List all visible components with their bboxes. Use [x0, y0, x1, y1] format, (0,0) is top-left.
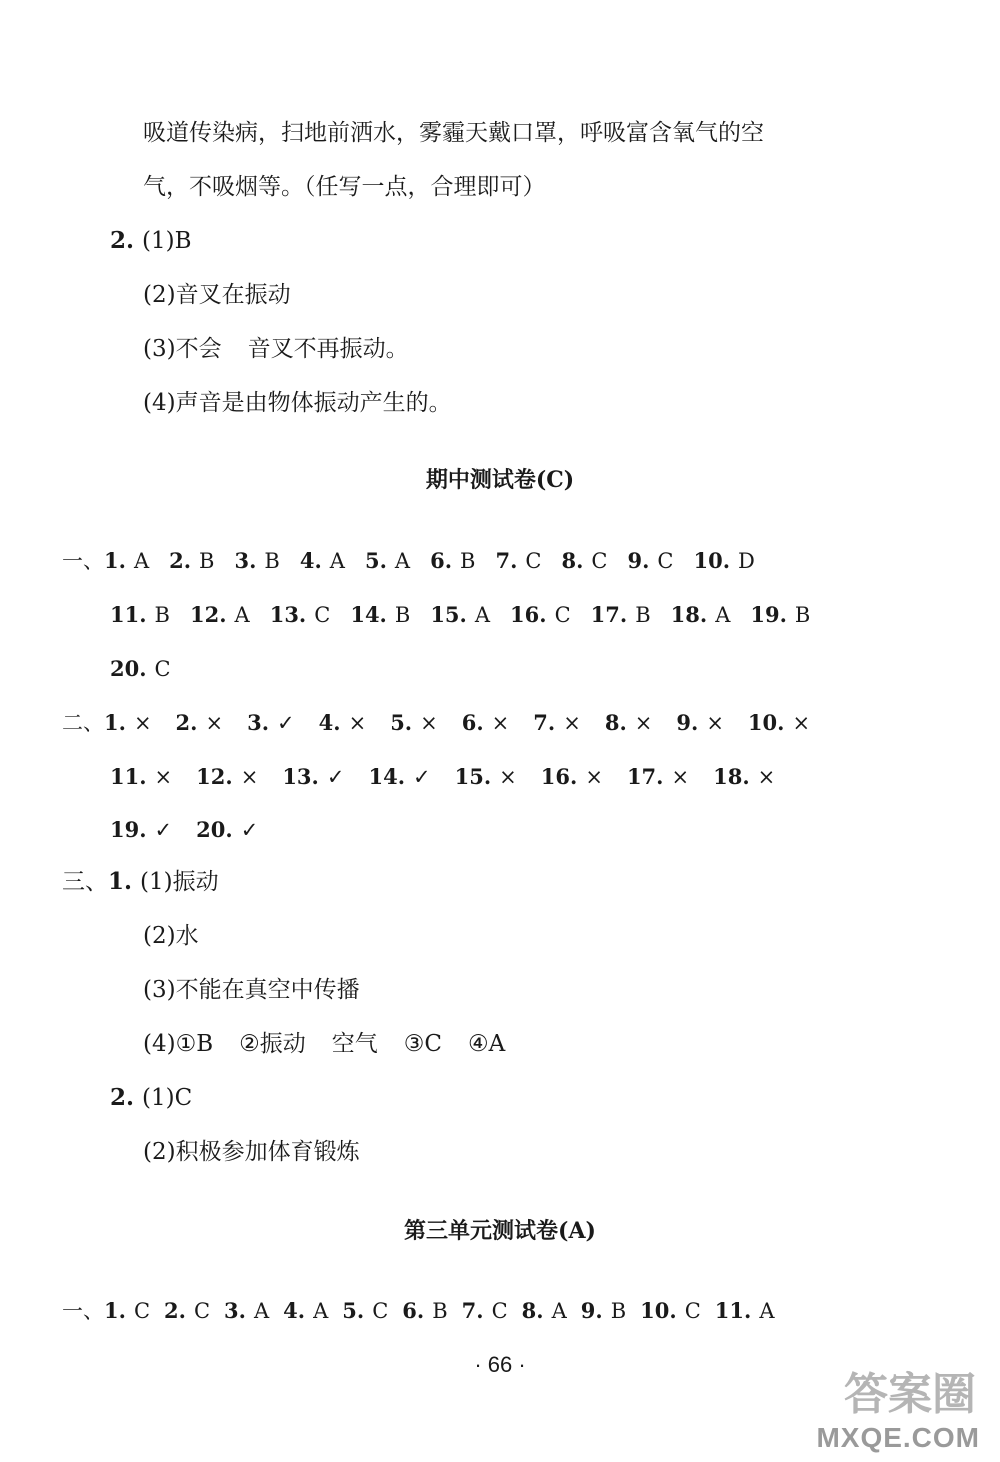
- answer-choice: ×: [563, 711, 581, 735]
- answer-item: [750, 600, 810, 630]
- answer-choice: A: [133, 549, 150, 573]
- answer-item: [430, 546, 475, 576]
- answer-choice: B: [460, 549, 476, 573]
- question-number: 20.: [196, 817, 233, 842]
- part-label: 一、: [62, 1299, 104, 1323]
- answer-row: [110, 654, 191, 684]
- answer-text: ④A: [467, 1031, 506, 1057]
- answer-item: [640, 1296, 701, 1326]
- answer-choice: C: [154, 657, 171, 681]
- question-number: 17.: [626, 764, 664, 789]
- question-number: 5.: [390, 710, 413, 735]
- answer-choice: A: [474, 603, 491, 627]
- answer-choice: ×: [792, 711, 811, 735]
- answer-item: [748, 708, 810, 738]
- question-number: 14.: [368, 764, 406, 789]
- answer-choice: ×: [420, 711, 438, 735]
- answer-choice: C: [133, 1299, 151, 1323]
- answer-text: (3)不会: [143, 336, 222, 362]
- answer-item: [510, 600, 571, 630]
- question-number: 12.: [196, 764, 233, 789]
- question-number: 1.: [108, 868, 133, 895]
- answer-choice: C: [684, 1299, 701, 1323]
- answer-row: [110, 600, 830, 630]
- question-number: 3.: [247, 710, 270, 735]
- answer-choice: ×: [706, 711, 724, 735]
- question-number: 2.: [175, 710, 198, 735]
- answer-choice: C: [591, 549, 608, 573]
- answer-choice: C: [372, 1299, 389, 1323]
- answer-row: [110, 815, 282, 845]
- answer-choice: A: [759, 1299, 775, 1323]
- question-number: 1.: [104, 710, 126, 735]
- answer-item: [627, 762, 689, 792]
- question-number: 9.: [676, 710, 699, 735]
- answer-choice: B: [635, 603, 651, 627]
- answer-choice: C: [491, 1299, 508, 1323]
- answer-choice: C: [554, 603, 571, 627]
- answer-choice: ×: [499, 765, 517, 789]
- question-number: 5.: [364, 548, 387, 573]
- answer-line: 吸道传染病，扫地前洒水，雾霾天戴口罩，呼吸富含氧气的空: [143, 120, 764, 146]
- answer-choice: B: [154, 603, 170, 627]
- answer-choice: A: [551, 1299, 567, 1323]
- question-number: 3.: [224, 1298, 246, 1323]
- answer-item: [591, 600, 651, 630]
- answer-choice: ✓: [326, 765, 345, 789]
- answer-line: (2)积极参加体育锻炼: [143, 1139, 360, 1165]
- question-number: 10.: [640, 1298, 677, 1323]
- answer-choice: ×: [133, 711, 152, 735]
- question-number: 6.: [461, 710, 484, 735]
- answer-item: [581, 1296, 626, 1326]
- question-number: 8.: [521, 1298, 544, 1323]
- answer-item: [110, 654, 171, 684]
- answer-item: [234, 546, 279, 576]
- question-number: 20.: [110, 656, 147, 681]
- answer-item: [104, 546, 149, 576]
- answer-text: (4)①B: [143, 1031, 214, 1057]
- question-number: 7.: [533, 710, 556, 735]
- answer-line: (2)水: [143, 923, 199, 949]
- answer-items: [104, 1299, 788, 1323]
- question-number: 9.: [580, 1298, 603, 1323]
- answer-item: [110, 815, 172, 845]
- answer-text: 音叉不再振动。: [247, 336, 409, 362]
- answer-choice: A: [329, 549, 345, 573]
- answer-item: [522, 1296, 567, 1326]
- answer-text: (1)C: [142, 1085, 193, 1111]
- answer-item: [104, 1296, 150, 1326]
- question-number: 7.: [461, 1298, 484, 1323]
- question-number: 18.: [670, 602, 708, 627]
- answer-text: (1)振动: [140, 869, 219, 895]
- question-number: 19.: [110, 817, 147, 842]
- answer-item: [270, 600, 331, 630]
- question-number: 12.: [189, 602, 227, 627]
- part-label: 一、: [62, 549, 104, 573]
- question-number: 4.: [299, 548, 322, 573]
- question-number: 9.: [627, 548, 650, 573]
- answer-line: [143, 334, 409, 364]
- answer-item: [169, 546, 214, 576]
- question-number: 10.: [693, 548, 731, 573]
- answer-item: [283, 1296, 328, 1326]
- answer-choice: ×: [585, 765, 603, 789]
- question-number: 2.: [169, 548, 192, 573]
- answer-item: [390, 708, 438, 738]
- question-number: 4.: [318, 710, 341, 735]
- answer-item: [541, 762, 603, 792]
- question-number: 15.: [430, 602, 467, 627]
- answer-row: [110, 762, 799, 792]
- question-number: 2.: [164, 1298, 186, 1323]
- answer-choice: B: [394, 603, 411, 627]
- watermark-logo: 答案圈: [844, 1369, 976, 1420]
- answer-item: [462, 1296, 508, 1326]
- question-2: [110, 226, 192, 256]
- answer-choice: ×: [154, 765, 173, 789]
- answer-item: [350, 600, 410, 630]
- answer-choice: D: [738, 549, 755, 573]
- answer-item: [462, 708, 510, 738]
- answer-item: [694, 546, 755, 576]
- answer-item: [190, 600, 250, 630]
- question-number: 11.: [110, 602, 147, 627]
- answer-choice: ✓: [413, 765, 431, 789]
- question-number: 16.: [540, 764, 578, 789]
- answer-item: [402, 1296, 447, 1326]
- answer-item: [561, 546, 607, 576]
- answer-choice: A: [234, 603, 250, 627]
- answer-items: [104, 711, 834, 735]
- answer-line: (4)声音是由物体振动产生的。: [143, 390, 452, 416]
- question-number: 6.: [402, 1298, 425, 1323]
- answer-item: [196, 815, 258, 845]
- answer-choice: C: [193, 1299, 211, 1323]
- answer-item: [715, 1296, 775, 1326]
- answer-item: [110, 762, 172, 792]
- answer-choice: ✓: [154, 818, 173, 842]
- part-label: 二、: [62, 711, 104, 735]
- question-number: 11.: [714, 1298, 752, 1323]
- answer-item: [164, 1296, 210, 1326]
- part-label: 三、: [62, 869, 108, 895]
- answer-item: [196, 762, 258, 792]
- answer-choice: ✓: [277, 711, 295, 735]
- answer-item: [605, 708, 653, 738]
- answer-item: [365, 546, 410, 576]
- answer-item: [224, 1296, 269, 1326]
- question-number: 1.: [104, 1298, 126, 1323]
- answer-item: [247, 708, 295, 738]
- answer-line: (2)音叉在振动: [143, 282, 291, 308]
- question-number: 13.: [282, 764, 319, 789]
- answer-item: [430, 600, 490, 630]
- question-number: 3.: [234, 548, 257, 573]
- answer-item: [455, 762, 517, 792]
- answer-row: [62, 1296, 788, 1326]
- answer-choice: A: [394, 549, 411, 573]
- answer-line: 气，不吸烟等。（任写一点，合理即可）: [143, 174, 546, 200]
- answer-item: [368, 762, 430, 792]
- answer-item: [110, 600, 170, 630]
- answer-row: [62, 708, 834, 738]
- answer-item: [282, 762, 344, 792]
- answer-choice: B: [199, 549, 215, 573]
- question-number: 14.: [350, 602, 387, 627]
- answer-text: ②振动: [239, 1031, 306, 1057]
- answer-choice: C: [525, 549, 542, 573]
- answer-choice: ✓: [240, 818, 259, 842]
- answer-text: (1)B: [142, 228, 192, 254]
- answer-choice: ×: [240, 765, 259, 789]
- question-number: 2.: [110, 1084, 135, 1111]
- answer-choice: B: [610, 1299, 627, 1323]
- answer-choice: ×: [348, 711, 367, 735]
- answer-item: [533, 708, 581, 738]
- answer-item: [627, 546, 673, 576]
- question-2: [110, 1083, 192, 1113]
- question-number: 8.: [604, 710, 627, 735]
- answer-choice: ×: [491, 711, 510, 735]
- answer-choice: ×: [634, 711, 653, 735]
- answer-item: [671, 600, 731, 630]
- answer-choice: A: [253, 1299, 270, 1323]
- section-title: 第三单元测试卷(A): [404, 1218, 596, 1244]
- answer-line: [143, 1029, 505, 1059]
- question-number: 16.: [510, 602, 547, 627]
- answer-row: [62, 867, 219, 897]
- answer-item: [495, 546, 541, 576]
- answer-item: [676, 708, 724, 738]
- question-number: 17.: [590, 602, 628, 627]
- question-number: 4.: [283, 1298, 306, 1323]
- answer-choice: B: [794, 603, 811, 627]
- answer-item: [104, 708, 152, 738]
- question-number: 18.: [713, 764, 750, 789]
- answer-choice: A: [715, 603, 731, 627]
- answer-text: 空气: [331, 1031, 378, 1057]
- answer-line: (3)不能在真空中传播: [143, 977, 360, 1003]
- question-number: 19.: [750, 602, 787, 627]
- page-number: · 66 ·: [474, 1352, 526, 1377]
- answer-choice: ×: [757, 765, 776, 789]
- watermark-url: MXQE.COM: [816, 1422, 980, 1453]
- question-number: 13.: [269, 602, 307, 627]
- answer-choice: A: [313, 1299, 329, 1323]
- answer-items: [104, 549, 775, 573]
- question-number: 2.: [110, 227, 135, 254]
- question-number: 6.: [430, 548, 453, 573]
- answer-choice: B: [264, 549, 280, 573]
- answer-row: [62, 546, 775, 576]
- answer-item: [176, 708, 224, 738]
- question-number: 11.: [110, 764, 147, 789]
- answer-item: [713, 762, 775, 792]
- question-number: 7.: [495, 548, 518, 573]
- answer-item: [300, 546, 345, 576]
- answer-text: ③C: [403, 1031, 442, 1057]
- answer-choice: ×: [671, 765, 690, 789]
- answer-choice: C: [657, 549, 674, 573]
- question-number: 8.: [561, 548, 584, 573]
- answer-item: [342, 1296, 388, 1326]
- question-number: 5.: [342, 1298, 365, 1323]
- answer-item: [319, 708, 367, 738]
- question-number: 10.: [747, 710, 785, 735]
- answer-choice: B: [432, 1299, 448, 1323]
- question-number: 1.: [104, 548, 126, 573]
- answer-choice: C: [314, 603, 331, 627]
- answer-choice: ×: [205, 711, 224, 735]
- section-title: 期中测试卷(C): [425, 467, 575, 493]
- question-number: 15.: [454, 764, 492, 789]
